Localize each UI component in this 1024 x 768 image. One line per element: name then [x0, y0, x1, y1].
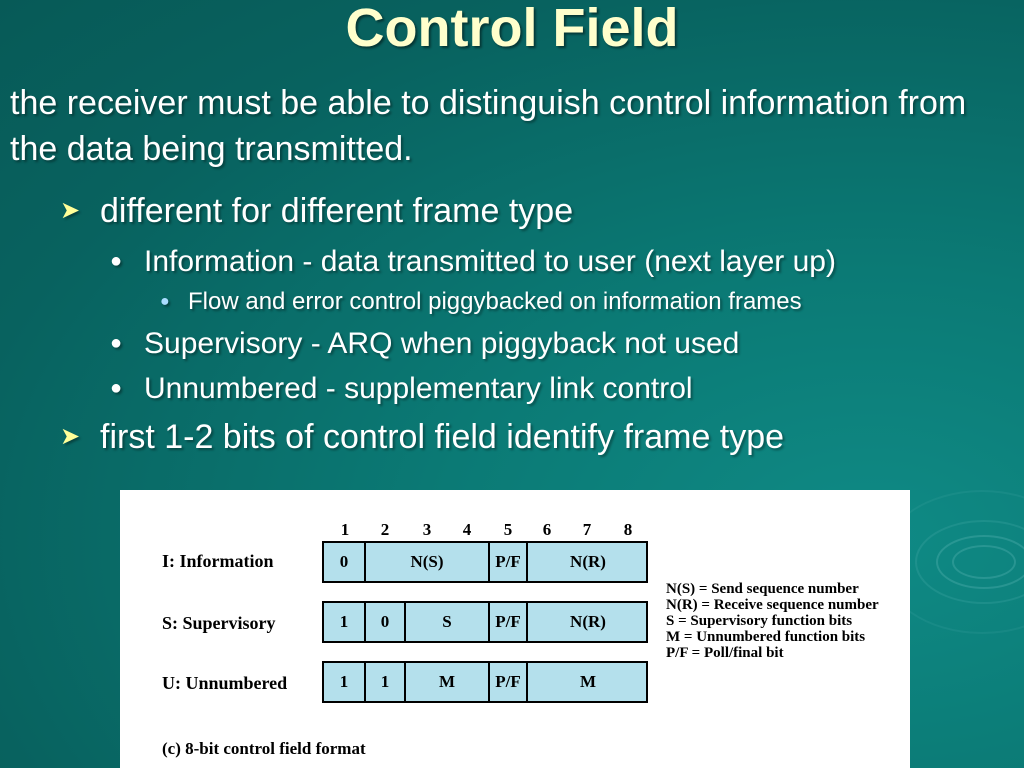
bullet-level2 — [110, 327, 739, 361]
bullet-text: Supervisory - ARQ when piggyback not used — [144, 327, 740, 360]
bullet-text: Flow and error control piggybacked on information frames — [188, 288, 802, 315]
bullet-text: first 1-2 bits of control field identify frame type — [100, 418, 785, 456]
legend-item: N(R) = Receive sequence number — [666, 597, 879, 613]
frame-cell: N(S) — [366, 543, 490, 581]
bit-number: 7 — [582, 520, 592, 539]
legend-item: P/F = Poll/final bit — [666, 645, 784, 661]
dot-bullet-icon: ● — [110, 250, 123, 272]
arrow-bullet-icon: ➤ — [60, 197, 81, 224]
bit-number: 2 — [380, 520, 390, 539]
supervisory-frame — [322, 601, 648, 643]
arrow-bullet-icon: ➤ — [60, 423, 81, 450]
ripple-decoration — [915, 520, 1024, 604]
legend-item: S = Supervisory function bits — [666, 613, 853, 629]
frame-label-supervisory: S: Supervisory — [162, 613, 276, 633]
bullet-level1 — [60, 418, 784, 457]
small-dot-bullet-icon: ● — [160, 293, 170, 310]
frame-cell: 1 — [324, 663, 366, 701]
frame-cell: M — [579, 672, 597, 691]
frame-cell: 1 — [324, 603, 366, 641]
bullet-text: Unnumbered - supplementary link control — [144, 372, 693, 405]
frame-label-unnumbered: U: Unnumbered — [162, 673, 288, 693]
bullet-text: Information - data transmitted to user (next layer up) — [144, 245, 836, 278]
unnumbered-frame — [322, 661, 648, 703]
bit-number: 5 — [503, 520, 513, 539]
dot-bullet-icon: ● — [110, 332, 123, 354]
frame-cell: 0 — [324, 543, 366, 581]
control-field-figure — [120, 490, 910, 768]
frame-cell: 0 — [366, 603, 406, 641]
bit-number: 8 — [623, 520, 633, 539]
bit-number: 3 — [422, 520, 432, 539]
frame-cell: M — [406, 663, 490, 701]
dot-bullet-icon: ● — [110, 377, 123, 399]
frame-label-information: I: Information — [162, 551, 274, 571]
legend-item: N(S) = Send sequence number — [666, 581, 859, 597]
bit-number: 1 — [340, 520, 350, 539]
information-frame — [322, 541, 648, 583]
frame-cell: P/F — [490, 543, 528, 581]
bit-number: 4 — [462, 520, 472, 539]
frame-cell: P/F — [490, 603, 528, 641]
bullet-level2 — [110, 245, 836, 279]
legend-item: M = Unnumbered function bits — [666, 629, 866, 645]
figure-caption: (c) 8-bit control field format — [162, 739, 366, 758]
bullet-level2 — [110, 372, 693, 406]
bit-number: 6 — [542, 520, 552, 539]
bullet-level3 — [160, 288, 802, 316]
frame-cell: 1 — [366, 663, 406, 701]
intro-text: the receiver must be able to distinguish control information from the data being transmitted. — [10, 84, 967, 168]
ripple-decoration — [952, 545, 1016, 579]
frame-cell: N(R) — [570, 552, 606, 571]
ripple-decoration — [936, 535, 1024, 589]
frame-cell: S — [406, 603, 490, 641]
bullet-text: different for different frame type — [100, 192, 574, 230]
bullet-level1 — [60, 192, 573, 231]
figure-legend — [666, 581, 879, 661]
frame-cell: P/F — [490, 663, 528, 701]
frame-cell: N(R) — [570, 612, 606, 631]
slide-title: Control Field — [345, 0, 679, 58]
